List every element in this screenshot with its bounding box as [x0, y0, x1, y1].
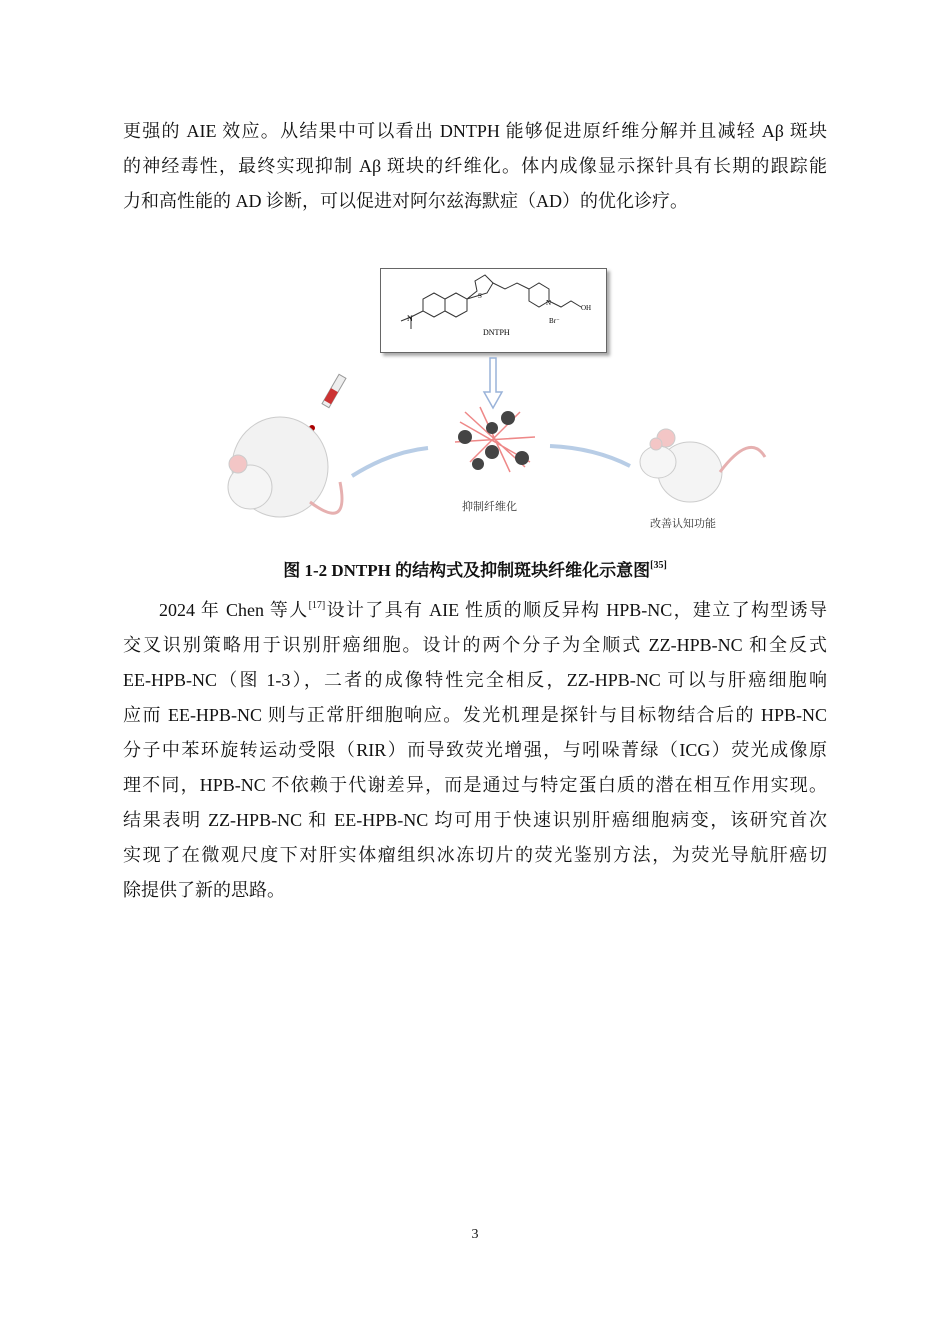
caption-text: 图 1-2 DNTPH 的结构式及抑制斑块纤维化示意图: [283, 561, 651, 580]
text-line: 理不同，HPB-NC 不依赖于代谢差异，而是通过与特定蛋白质的潜在相互作用实现。: [123, 775, 827, 795]
mouse-right-icon: [640, 429, 765, 502]
text-span: 2024 年 Chen 等人: [159, 600, 309, 620]
text-line: 实现了在微观尺度下对肝实体瘤组织冰冻切片的荧光鉴别方法，为荧光导航肝癌切: [123, 845, 827, 865]
right-arc: [550, 446, 630, 466]
page-number: 3: [471, 1227, 479, 1242]
label-improve-cognition: 改善认知功能: [650, 517, 716, 530]
citation: [17]: [308, 600, 326, 611]
fibril-plaques-icon: [455, 407, 535, 472]
text-line: 除提供了新的思路。: [123, 880, 285, 900]
compound-name: DNTPH: [483, 328, 510, 337]
atom-n-amine: N: [407, 314, 413, 323]
left-arc: [352, 448, 428, 476]
text-line: EE-HPB-NC（图 1-3），二者的成像特性完全相反，ZZ-HPB-NC 可以与肝癌细胞响: [123, 670, 827, 690]
atom-s: S: [478, 292, 482, 300]
syringe-icon: [309, 374, 346, 431]
text-line: 力和高性能的 AD 诊断，可以促进对阿尔兹海默症（AD）的优化诊疗。: [123, 191, 688, 211]
hydroxyl-group: OH: [581, 304, 592, 312]
text-line: [159, 599, 827, 621]
label-inhibit-fibrillation: 抑制纤维化: [462, 500, 517, 513]
text-span: 设计了具有 AIE 性质的顺反异构 HPB-NC，建立了构型诱导: [325, 600, 827, 620]
figure-caption: [0, 556, 950, 581]
text-line: 结果表明 ZZ-HPB-NC 和 EE-HPB-NC 均可用于快速识别肝癌细胞病变，该研究首次: [123, 810, 827, 830]
down-arrow-icon: [484, 358, 502, 408]
atom-n-pyridinium: N: [546, 299, 552, 307]
text-line: 交叉识别策略用于识别肝癌细胞。设计的两个分子为全顺式 ZZ-HPB-NC 和全反式: [123, 635, 827, 655]
text-line: 应而 EE-HPB-NC 则与正常肝细胞响应。发光机理是探针与目标物结合后的 HPB-NC: [123, 705, 827, 725]
text-line: 的神经毒性，最终实现抑制 Aβ 斑块的纤维化。体内成像显示探针具有长期的跟踪能: [123, 156, 827, 176]
mouse-left-icon: [228, 417, 342, 517]
counter-ion: Br⁻: [549, 317, 560, 325]
figure-1-2: [220, 262, 780, 542]
text-line: 分子中苯环旋转运动受限（RIR）而导致荧光增强，与吲哚菁绿（ICG）荧光成像原: [123, 740, 827, 760]
text-line: 更强的 AIE 效应。从结果中可以看出 DNTPH 能够促进原纤维分解并且减轻 Aβ 斑块: [123, 121, 827, 141]
caption-reference: [35]: [650, 560, 667, 571]
